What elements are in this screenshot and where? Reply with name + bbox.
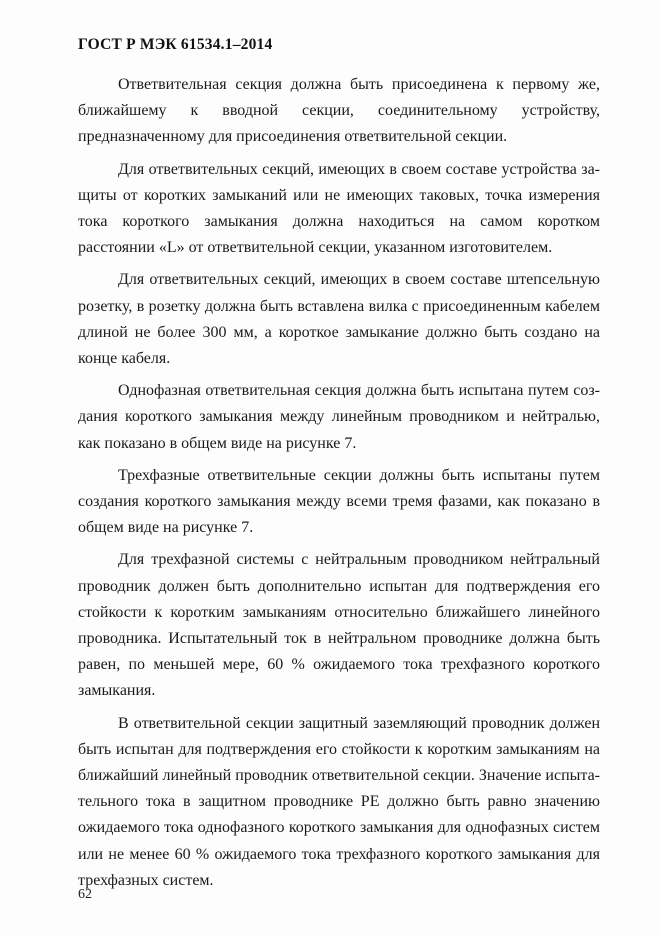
paragraph-4: Однофазная ответвительная секция должна быть испытана путем создания короткого замыкания между линейным проводником и нейтралью, как показано в общем виде на рисунке 7. [78,382,600,452]
paragraph-5: Трехфазные ответвительные секции должны быть испытаны путем создания короткого замыкания между всеми тремя фазами, как показано в общем виде на рисунке 7. [78,466,600,537]
document-header: ГОСТ Р МЭК 61534.1–2014 [78,36,273,53]
paragraph-2: Для ответвительных секций, имеющих в своем составе устройства защиты от коротких замыканий или не имеющих таковых, точка измерения тока короткого замыкания должна находиться на самом коротком расстоянии «L» от ответвительной секции, указанном изготовителем. [78,160,600,257]
paragraph-1: Ответвительная секция должна быть присоединена к первому же, ближайшему к вводной секции, соединительному устройству, предназначенному для присоединения ответвительной секции. [78,76,600,146]
paragraph-6: Для трехфазной системы с нейтральным проводником нейтральный проводник должен быть дополнительно испытан для подтверждения его стойкости к коротким замыканиям относительно ближайшего линейного проводника. Испытательный ток в нейтральном проводнике должна быть равен, по меньшей мере, 60 % ожидаемого тока трехфазного короткого замыкания. [78,551,600,700]
page-number: 62 [78,887,92,902]
paragraph-3: Для ответвительных секций, имеющих в своем составе штепсельную розетку, в розетку должна быть вставлена вилка с присоединенным кабелем длиной не более 300 мм, а короткое замыкание должно быть создано на конце кабеля. [78,271,600,368]
document-body [78,72,600,900]
paragraph-7: В ответвительной секции защитный заземляющий проводник должен быть испытан для подтверждения его стойкости к коротким замыканиям на ближайший линейный проводник ответвительной секции. Значение испытательного тока в защитном проводнике PE должно быть равно значению ожидаемого тока однофазного короткого замыкания для однофазных систем или не менее 60 % ожидаемого тока трехфазного короткого замыкания для трехфазных систем. [78,714,600,889]
